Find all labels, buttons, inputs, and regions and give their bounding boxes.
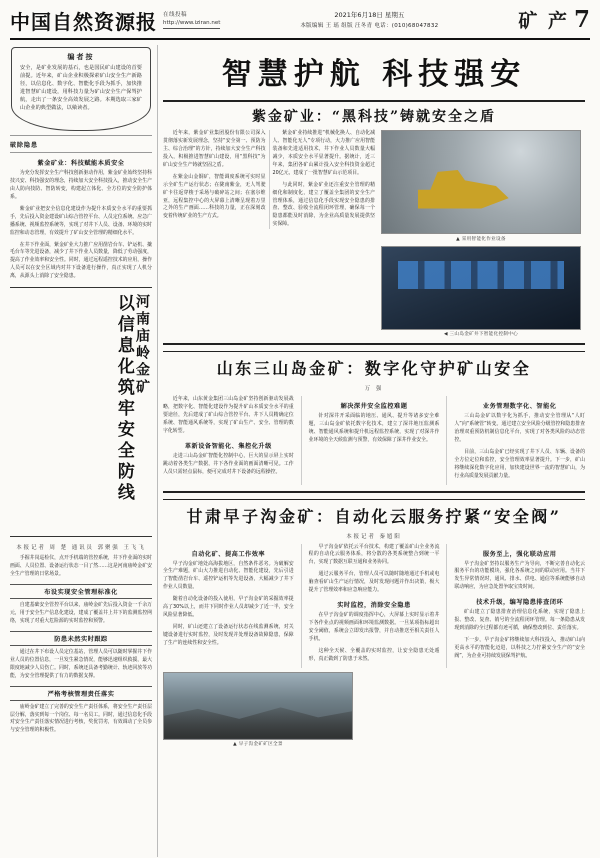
bottom-right-sub1-text: 早子沟金矿坚持以服务生产为导向，不断完善自动化云服务平台的功能模块，强化各系统之间的联动应用。当井下发生异常情况时，通风、排水、供电、通信等系统能够自动联动响应，为应急处置争取宝贵时间。 <box>454 560 586 591</box>
left-feature-headline <box>10 287 152 537</box>
mid-feature-body <box>163 396 585 485</box>
top-feature-p4: 与此同时，紫金矿业还注重安全管理的精细化和制度化，建立了覆盖全集团的安全生产管理体系，通过信息化手段实现安全隐患的排查、整改、验收全流程闭环管理，确保每一个隐患都能及时消除，为企业高质量发展提供坚实保障。 <box>272 181 375 228</box>
page-number: 7 <box>573 6 590 33</box>
left-feature-byline: 本报记者 周 楚 通讯员 郭聚强 王飞飞 <box>16 545 146 552</box>
left-article-title: 紫金矿业：科技赋能本质安全 <box>37 160 125 167</box>
top-feature-text <box>163 130 375 337</box>
submit-label: 在线投稿 <box>163 12 188 18</box>
bottom-mid-p3: 在早子沟金矿的调度指挥中心，大屏幕上实时显示着井下各作业点的视频画面和环境监测数据。一旦某项指标超出安全阈值，系统会立即发出报警，并自动推送至相关责任人手机。 <box>308 612 440 642</box>
mid-feature-sub1-head: 革新设备智能化、集控化升级 <box>184 442 272 450</box>
bottom-left-sub-text: 早子沟金矿地处高海拔地区，自然条件恶劣。为破解安全生产难题，矿山大力推进自动化、智能化建设，先后引进了智能凿岩台车、遥控铲运机等先进设备，大幅减少了井下作业人员数量。 <box>163 560 294 591</box>
main-headline: 智慧护航 科技强安 <box>221 57 527 92</box>
bottom-left-p1: 随着自动化设备的投入使用，早子沟金矿的采掘效率提高了30%以上，而井下同时作业人员却减少了近一半，安全风险显著降低。 <box>163 596 294 619</box>
bottom-left-p2: 同时，矿山还建立了设备运行状态在线监测系统，对关键设备进行实时监控，及时发现并处理设备故障隐患，保障了生产的连续性和安全性。 <box>163 624 294 646</box>
bottom-feature-headline: 甘肃早子沟金矿：自动化云服务拧紧“安全阀” <box>186 506 562 526</box>
mid-feature-sub2-head: 解决深井安全监控难题 <box>340 403 408 410</box>
bottom-mid-p4: 这种全天候、全覆盖的实时监控，让安全隐患无处遁形，真正做到了防患于未然。 <box>308 647 440 662</box>
left-section-label: 破除隐患 <box>10 142 39 149</box>
left-feature-title-main: 河南庙岭金矿 <box>134 294 150 397</box>
masthead-info <box>220 6 518 32</box>
masthead <box>10 6 590 40</box>
issue-date: 2021年6月18日 星期五 <box>334 11 405 19</box>
editor-note-title: 编者按 <box>67 52 95 61</box>
top-feature-subheadline: 紫金矿业：“黑科技”铸就安全之盾 <box>251 109 497 125</box>
left-feature-sub3-text: 庙岭金矿建立了完善的安全生产责任体系，将安全生产责任层层分解，落实到每一个岗位、每一名员工。同时，通过信息化手段对安全生产责任落实情况进行考核，奖优罚劣，有效调动了全员参与安全管理的积极性。 <box>10 703 152 734</box>
mid-feature-byline: 万 强 <box>364 386 384 392</box>
photo-control-room-caption: ◀ 三山岛金矿井下智能化控制中心 <box>443 332 519 337</box>
top-feature-p2: 在紫金山金铜矿，智能调度系统可实时显示全矿生产运行状态；在陇南紫金，无人驾驶矿卡往返穿梭于采场与破碎站之间；在塞尔维亚，远程集控中心的大屏幕上清晰呈现着万里之外的生产画面……科技的力量，正在深刻改变着传统矿业的生产方式。 <box>163 173 266 220</box>
left-feature-sub1-head: 布设实现安全管理标准化 <box>10 584 152 599</box>
left-feature-sub1-text: 自建基础安全管控平台以来，庙岭金矿先后投入资金一千余万元，用于安全生产信息化建设，建成了覆盖井上井下的监测监控网络，实现了对重大危险源的实时监控和预警。 <box>10 602 152 624</box>
left-feature-lead: 手握井岗巡检仪，点开手机端的管控系统，井下作业面的实时画面、人员位置、设备运行状态一目了然……这是河南庙岭金矿安全生产管理的日常场景。 <box>10 555 152 578</box>
top-feature-photos <box>381 130 581 337</box>
left-feature-title-sub: 以信息化筑牢安全防线 <box>113 294 134 505</box>
bottom-feature-byline: 本报记者 秦馗阳 <box>346 533 402 540</box>
photo-mine-caption: ▲ 早子沟金矿矿区全景 <box>233 742 283 748</box>
bottom-photo-wrap <box>163 672 353 748</box>
bottom-mid-sub-head: 实时监控，消除安全隐患 <box>337 602 411 610</box>
left-article-p3: 在井下作业面，紫金矿业大力推广应用凿岩台车、铲运机、撬毛台车等先进设备，减少了井下作业人员数量，降低了劳动强度，提高了作业效率和安全性。同时，通过远程遥控技术的应用，操作人员可以在安全区域内对井下设备进行操作，真正实现了人机分离，从源头上消除了安全隐患。 <box>10 241 152 280</box>
top-feature-p3: 紫金矿业持续推进“机械化换人、自动化减人、智能化无人”专项行动，大力推广应用智能装备和先进适用技术，井下作业人员数量大幅减少，本质安全水平显著提升。据统计，近三年来，集团各矿山累计投入安全科技资金超过20亿元，建成了一批智慧矿山示范项目。 <box>272 130 375 176</box>
left-feature-sub2-head: 防患未然实时跟踪 <box>10 631 152 646</box>
photo-excavator <box>381 130 581 234</box>
left-feature-sub2-text: 通过在井下布设人员定位基站，管理人员可以随时掌握井下作业人员的位置信息，一旦发生紧急情况，能够迅速组织救援，最大限度地减少人员伤亡。同时，系统还具备考勤统计、轨迹回放等功能，为安全管理提供了有力的数据支撑。 <box>10 648 152 679</box>
main-column <box>158 45 590 857</box>
bottom-right-sub2-text: 矿山建立了隐患排查治理信息化系统，实现了隐患上报、整改、复查、销号的全流程闭环管理。每一条隐患从发现到消除的全过程都有迹可循，确保整改到位、责任落实。 <box>454 609 586 632</box>
mid-feature-p1: 近年来，山东黄金集团三山岛金矿坚持创新驱动发展战略，把数字化、智能化建设作为提升矿山本质安全水平的重要途径，先后建成了矿山综合管控平台、井下人员精确定位系统、智能通风系统等，实现了矿山生产、安全、管理的数字化转型。 <box>163 396 294 434</box>
bottom-right-sub1-head: 服务至上，强化联动应用 <box>482 550 557 558</box>
section-name: 矿 产 <box>518 10 569 32</box>
mid-feature-p3: 针对深井开采面临的地压、通风、提升等诸多安全难题，三山岛金矿依托数字化技术，建立了深井地压监测系统、智能通风系统和提升机远程监控系统，实现了对深井作业环境的全天候监测与预警，有效保障了深井作业安全。 <box>308 413 440 443</box>
left-column <box>10 45 158 857</box>
editor-note-shield <box>11 47 151 131</box>
mid-feature-p2: 走进三山岛金矿智能化控制中心，巨大的显示屏上实时跳动着各类生产数据，井下各作业面的画面清晰可见。工作人员只需轻点鼠标，便可完成对井下设备的远程操控。 <box>163 452 294 475</box>
top-feature-p1: 近年来，紫金矿业集团股份有限公司深入贯彻落实新发展理念，坚持“安全第一、预防为主、综合治理”的方针，持续加大安全生产科技投入，积极推进智慧矿山建设，用“黑科技”为矿山安全生产铸就坚固之盾。 <box>163 130 266 168</box>
section-marker <box>518 6 590 33</box>
editor-note-text: 安全，是矿业发展的基石，也是国民矿山建设的首要前提。近年来，矿山企业积极探索矿山安全生产新路径，以信息化、数字化、智能化手段为抓手，加快推进智慧矿山建设，用科技力量为矿山安全生产保驾护航，走出了一条安全高效发展之路。本期选取三家矿山企业的典型做法，以飨读者。 <box>20 65 142 112</box>
bottom-right-tail: 下一步，早子沟金矿将继续加大科技投入，推动矿山向更高水平的智能化迈进，以科技之力拧紧安全生产的“安全阀”，为企业可持续发展保驾护航。 <box>454 637 586 659</box>
left-article-p1: 为充分发挥安全生产科技创新驱动作用，紫金矿业始终坚持科技兴安、科技强安的理念，持续加大安全科技投入，推动安全生产由人防向技防、智防转变，构建起立体化、全方位的安全防护体系。 <box>10 170 152 200</box>
editor-credits: 本版编辑 王 瑶 组版 汪冬青 电话：(010)68047832 <box>300 22 439 29</box>
photo-control-room <box>381 246 581 330</box>
bottom-mid-p2: 通过云服务平台，管理人员可以随时随地通过手机或电脑查看矿山生产运行情况，及时发现问题并作出决策，极大提升了管理效率和应急响应能力。 <box>308 571 440 594</box>
photo-excavator-caption: ▲ 采用智能化作业设备 <box>456 236 506 242</box>
mid-feature-sub3-head: 业务管理数字化、智能化 <box>482 403 557 410</box>
left-article-p2: 紫金矿业把安全信息化建设作为提升本质安全水平的重要抓手，先后投入资金建设矿山综合管控平台、人员定位系统、应急广播系统、视频监控系统等，实现了对井下人员、设备、环境的实时监控和动态管理，有效提升了矿山安全管理的精细化水平。 <box>10 205 152 236</box>
bottom-left-sub-head: 自动化矿、提高工作效率 <box>191 550 266 558</box>
mid-feature-headline: 山东三山岛金矿：数字化守护矿山安全 <box>216 359 532 378</box>
mid-feature-p5: 目前，三山岛金矿已经实现了井下人员、车辆、设备的全方位定位和监控，安全管理效率显著提升。下一步，矿山将继续深化数字化应用，加快建设世界一流的智慧矿山，为行业高质量发展贡献力量。 <box>454 448 586 479</box>
bottom-feature-body <box>163 544 585 668</box>
bottom-right-sub2-head: 技术升级，编写隐患排查闭环 <box>476 599 564 607</box>
website-url[interactable]: http://www.iziran.net <box>163 19 220 28</box>
paper-website <box>163 6 220 29</box>
photo-mine-panorama <box>163 672 353 740</box>
paper-title: 中国自然资源报 <box>10 10 157 34</box>
bottom-mid-p1: 早子沟金矿依托云平台技术，构建了覆盖矿山全业务流程的自动化云服务体系，将分散的各类系统整合到统一平台，实现了数据互联互通和业务协同。 <box>308 543 440 566</box>
mid-feature-p4: 三山岛金矿以数字化为抓手，推动安全管理从“人盯人”向“系统管”转变。通过建立安全风险分级管控和隐患排查治理双重预防机制信息化平台，实现了对各类风险的动态管控。 <box>454 413 586 443</box>
left-feature-sub3-head: 严格考核管理责任落实 <box>10 686 152 701</box>
